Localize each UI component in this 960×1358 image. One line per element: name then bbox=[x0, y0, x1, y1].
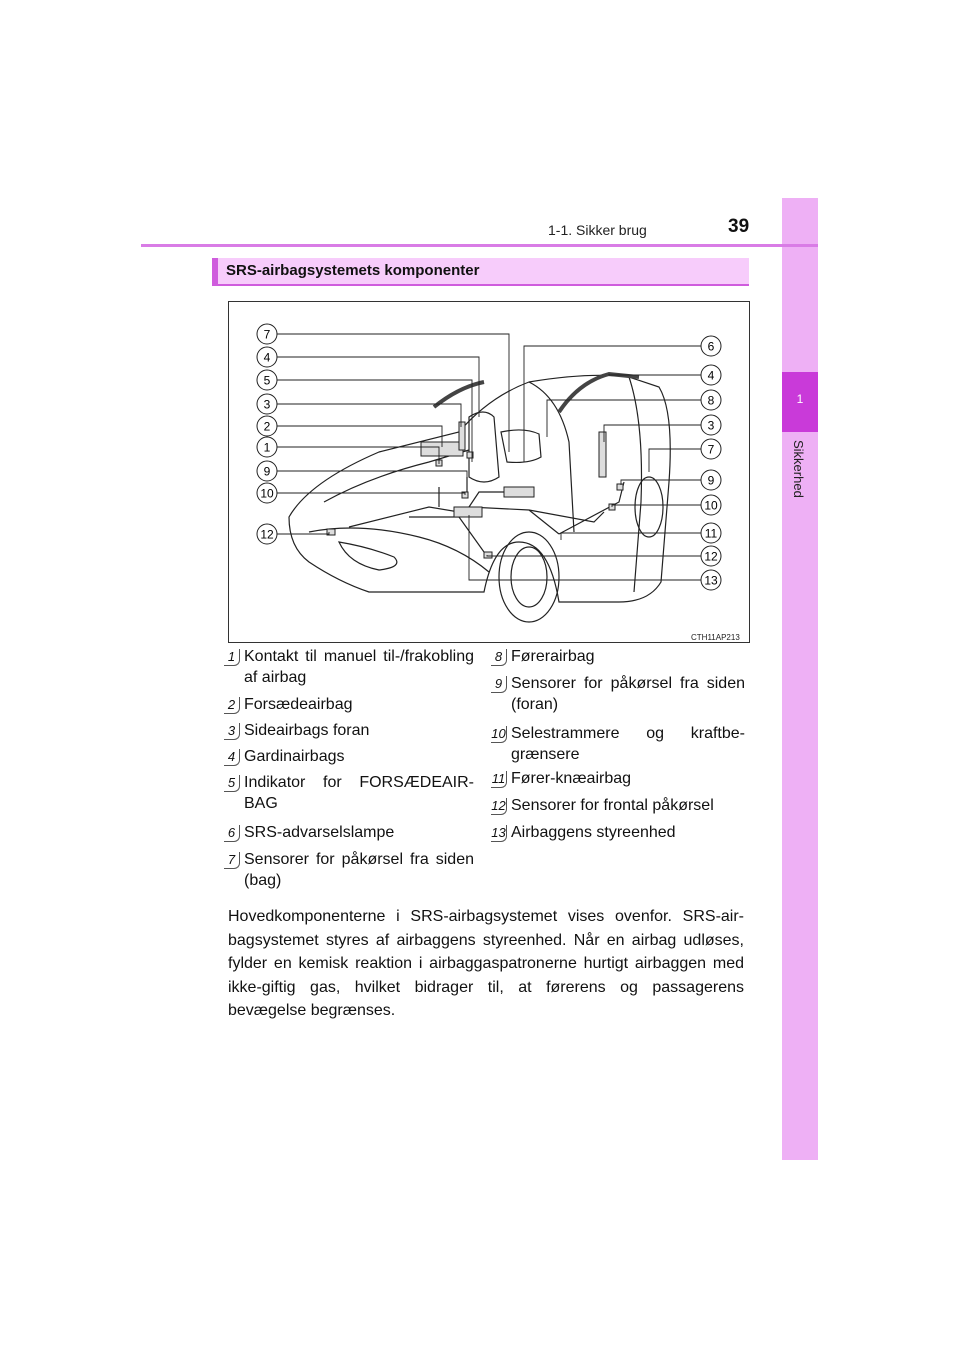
legend-number: 5 bbox=[224, 775, 240, 792]
legend-number: 8 bbox=[491, 649, 507, 666]
legend-text: Fører-knæairbag bbox=[511, 770, 632, 787]
leader-line bbox=[277, 334, 509, 452]
callout-label: 4 bbox=[263, 350, 271, 365]
callout-label: 7 bbox=[707, 442, 715, 457]
callout-label: 11 bbox=[704, 526, 718, 541]
callout-label: 9 bbox=[263, 464, 271, 479]
callout-label: 3 bbox=[707, 418, 715, 433]
airbag-diagram bbox=[228, 301, 750, 643]
leader-line bbox=[561, 533, 701, 540]
legend-number: 9 bbox=[491, 676, 507, 693]
legend-text: Selestrammere og kraftbe-grænsere bbox=[511, 725, 745, 763]
leader-line bbox=[487, 555, 701, 556]
legend-number: 13 bbox=[491, 825, 506, 840]
legend-number: 1 bbox=[224, 649, 240, 666]
header-rule bbox=[141, 244, 818, 247]
callout-label: 1 bbox=[263, 440, 271, 455]
legend-text: Sensorer for frontal påkørsel bbox=[511, 797, 714, 814]
chapter-number: 1 bbox=[796, 392, 804, 406]
leader-line bbox=[547, 400, 701, 437]
leader-line bbox=[612, 505, 701, 507]
legend-number: 11 bbox=[491, 771, 506, 786]
leader-line bbox=[649, 449, 701, 472]
leader-line bbox=[524, 346, 701, 462]
section-path: 1-1. Sikker brug bbox=[548, 222, 647, 238]
legend-text: Sensorer for påkørsel fra siden (bag) bbox=[244, 851, 474, 889]
leader-line bbox=[277, 493, 465, 495]
legend-text: Gardinairbags bbox=[244, 748, 345, 765]
leader-line bbox=[277, 426, 442, 447]
legend-text: SRS-advarselslampe bbox=[244, 824, 395, 841]
callout-label: 5 bbox=[263, 373, 271, 388]
callout-label: 6 bbox=[707, 339, 715, 354]
chapter-label bbox=[782, 440, 818, 550]
callout-label: 8 bbox=[707, 393, 715, 408]
chapter-side-tab bbox=[782, 198, 818, 1160]
section-heading-text: SRS-airbagsystemets komponenter bbox=[226, 262, 480, 279]
legend-text: Sideairbags foran bbox=[244, 722, 370, 739]
leader-line bbox=[277, 532, 329, 534]
callout-label: 3 bbox=[263, 397, 271, 412]
legend-text: Forsædeairbag bbox=[244, 696, 353, 713]
body-paragraph: Hovedkomponenterne i SRS-airbagsystemet vises ovenfor. SRS-air-bagsystemet styres af airbaggens styreenhed. Når en airbag udløses, fylder en kemisk reaktion i airbaggaspatronerne hurtigt airbaggen med ikke-giftig gas, hvilket bidrager til, at førerens og passagerens bevægelse begrænses. bbox=[228, 908, 744, 1019]
legend-number: 2 bbox=[224, 697, 240, 714]
chapter-label-text: Sikkerhed bbox=[791, 440, 806, 498]
leader-line bbox=[621, 480, 701, 485]
car-illustration bbox=[229, 302, 749, 642]
callout-label: 10 bbox=[704, 498, 718, 513]
callout-label: 10 bbox=[260, 486, 274, 501]
callout-label: 2 bbox=[263, 419, 271, 434]
legend-number: 12 bbox=[491, 798, 506, 813]
callout-label: 7 bbox=[263, 327, 271, 342]
callout-label: 12 bbox=[704, 549, 718, 564]
legend-text: Førerairbag bbox=[511, 648, 595, 665]
callout-label: 12 bbox=[260, 527, 274, 542]
leader-line bbox=[277, 471, 467, 477]
legend-number: 4 bbox=[224, 749, 240, 766]
image-code: CTH11AP213 bbox=[691, 633, 740, 642]
callout-label: 9 bbox=[707, 473, 715, 488]
legend-text: Kontakt til manuel til-/frakobling af airbag bbox=[244, 648, 474, 686]
legend-number: 10 bbox=[491, 726, 506, 741]
leader-line bbox=[604, 425, 701, 442]
legend-number: 6 bbox=[224, 825, 240, 842]
legend-text: Indikator for FORSÆDEAIR-BAG bbox=[244, 774, 474, 812]
section-heading bbox=[212, 258, 749, 284]
legend-number: 3 bbox=[224, 723, 240, 740]
heading-underline bbox=[212, 284, 749, 286]
callout-label: 13 bbox=[704, 573, 718, 588]
legend-text: Sensorer for påkørsel fra siden (foran) bbox=[511, 675, 745, 713]
legend-number: 7 bbox=[224, 852, 240, 869]
legend-text: Airbaggens styreenhed bbox=[511, 824, 676, 841]
leader-line bbox=[277, 404, 461, 427]
callout-label: 4 bbox=[707, 368, 715, 383]
page-number: 39 bbox=[728, 216, 750, 237]
leader-line bbox=[277, 357, 479, 417]
